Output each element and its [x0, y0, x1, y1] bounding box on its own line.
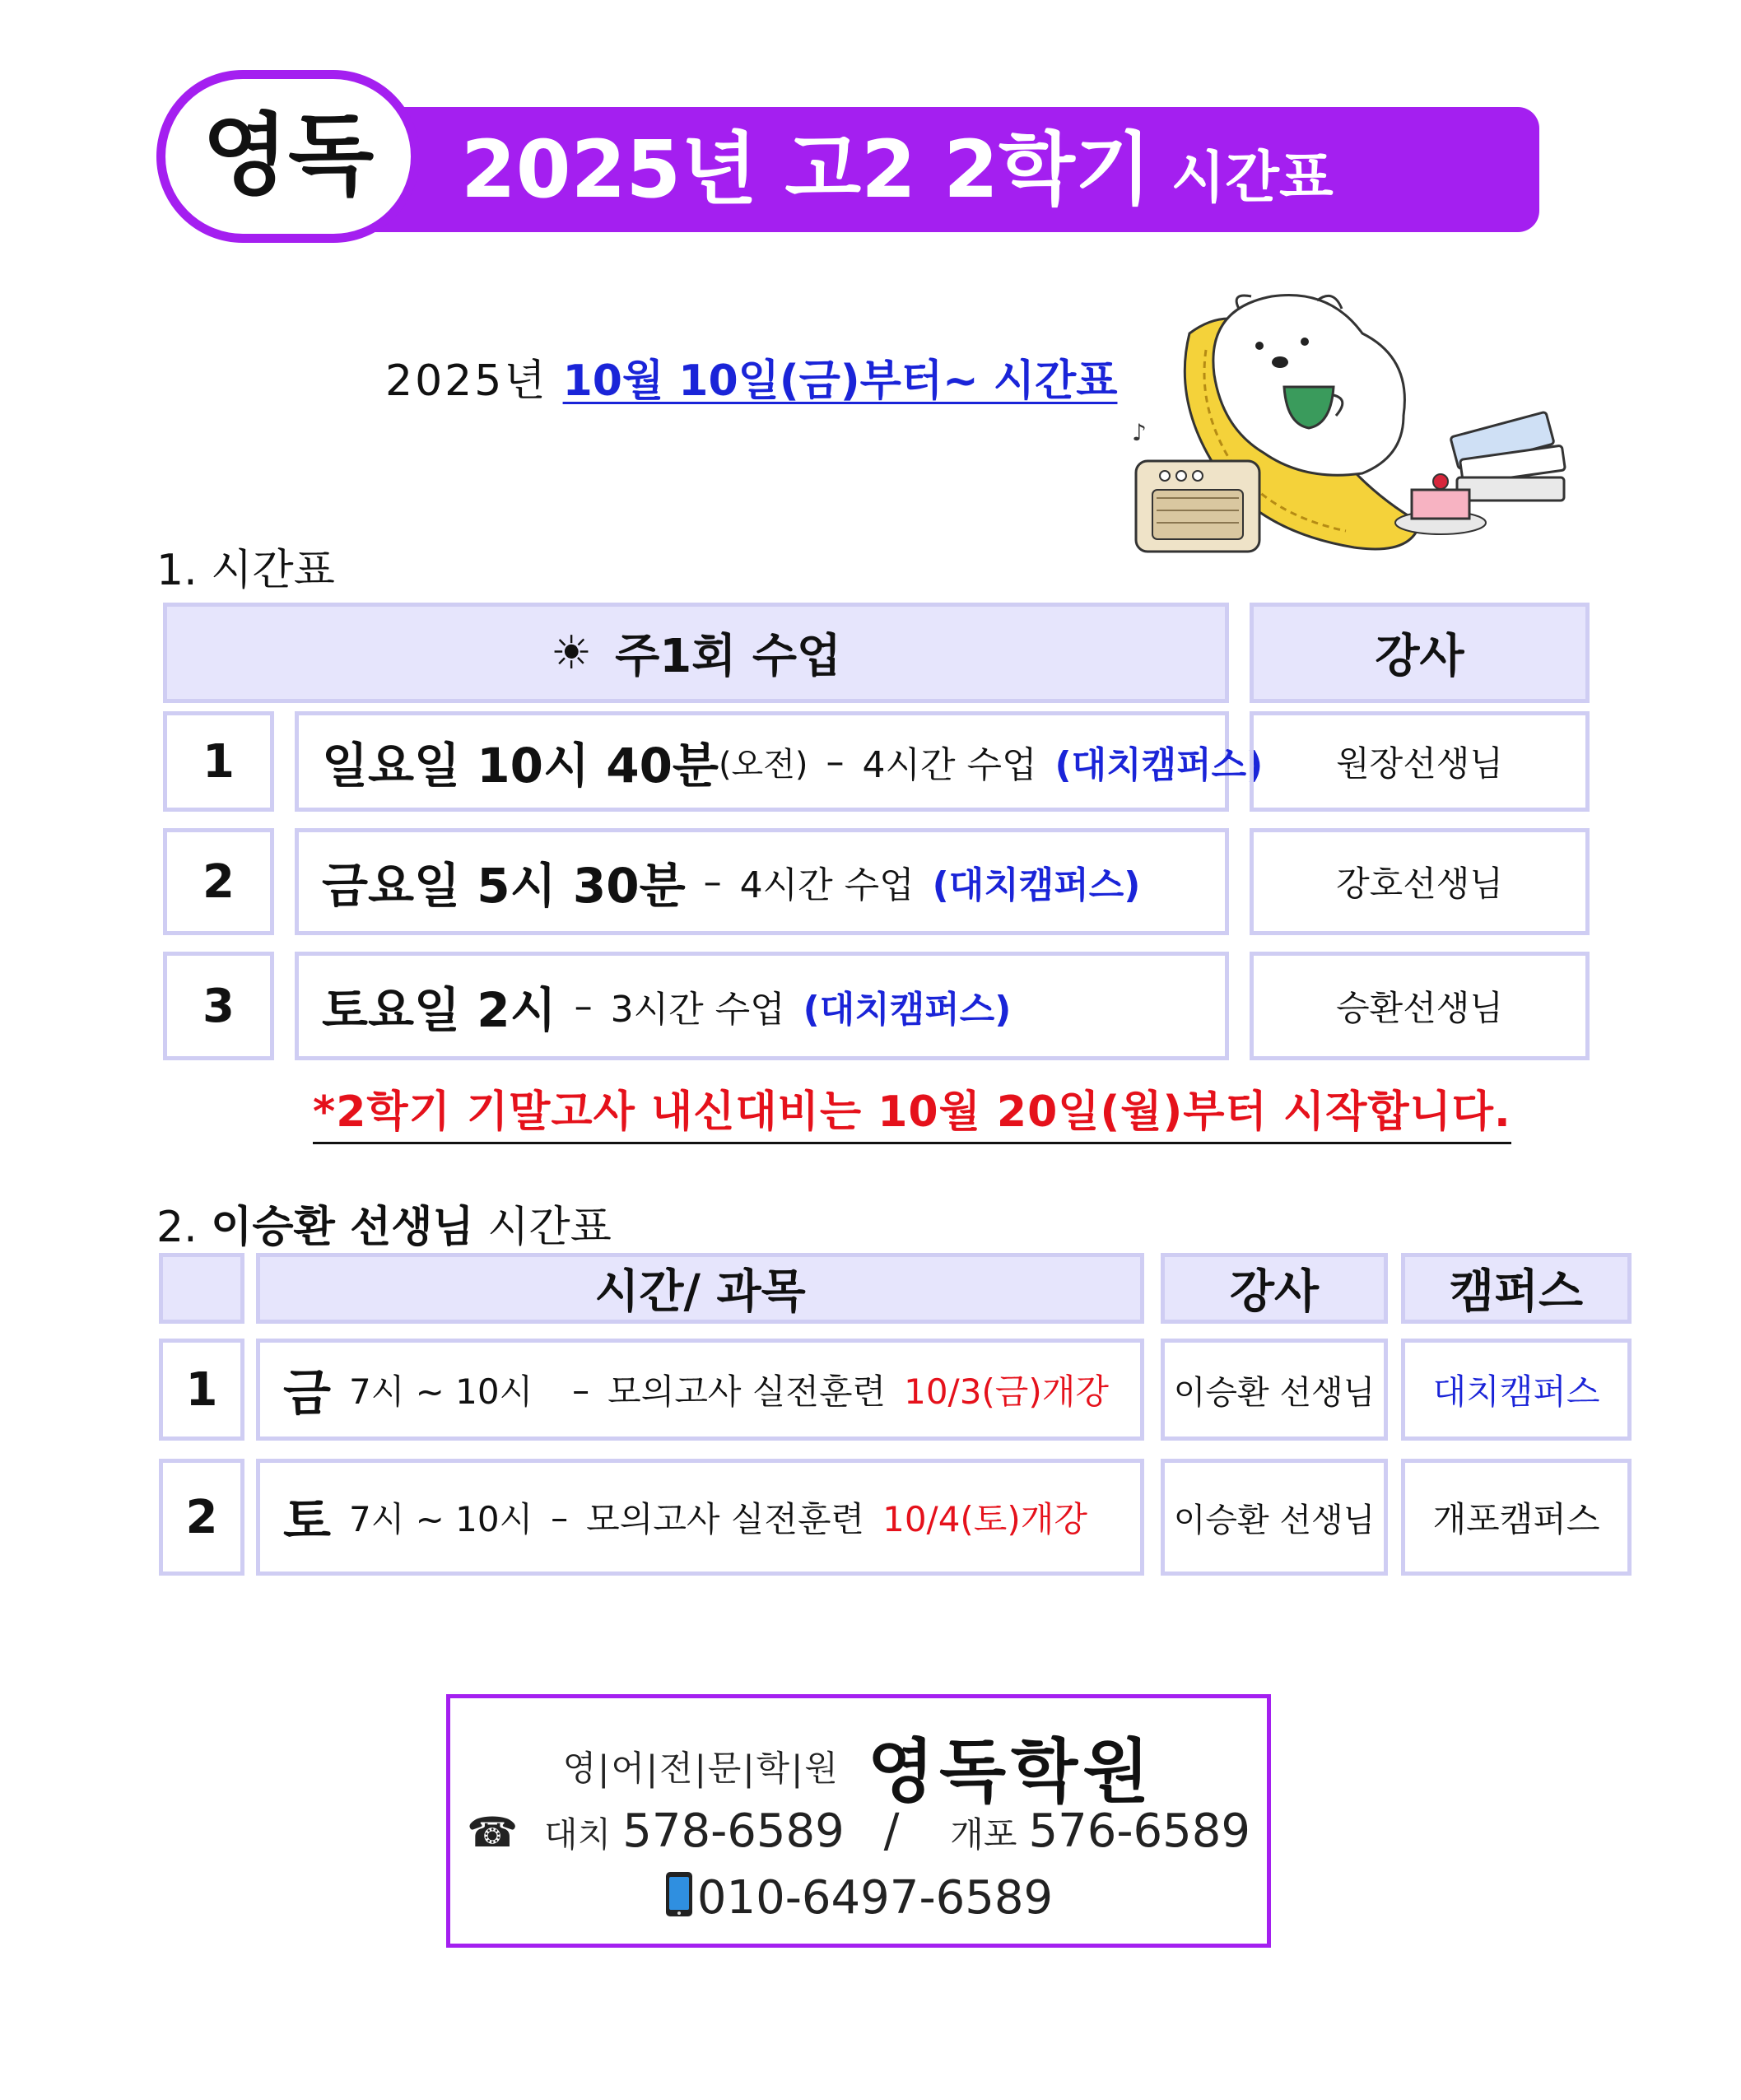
table-row-number [163, 711, 274, 812]
academy-name: 영독학원 [867, 1730, 1155, 1812]
class-subject: 모의고사 실전훈련 [586, 1499, 865, 1539]
section1-title [156, 535, 335, 597]
row-number: 1 [202, 734, 235, 789]
mobile-phone-icon [664, 1870, 694, 1918]
row-number: 2 [185, 1490, 218, 1544]
section2-number: 2. [156, 1203, 198, 1252]
schedule-campus: (대치캠퍼스) [803, 989, 1012, 1031]
row-number: 2 [202, 854, 235, 909]
teacher-name: 원장선생님 [1336, 743, 1503, 784]
mobile-line [446, 1870, 1271, 1925]
schedule-dash: – [826, 740, 845, 783]
schedule-campus: (대치캠퍼스) [932, 864, 1141, 906]
class-time: 7시 ~ 10시 [348, 1499, 533, 1539]
class-subject: 모의고사 실전훈련 [607, 1371, 887, 1412]
class-dash: – [551, 1497, 569, 1538]
header-label: 강사 [1229, 1265, 1320, 1319]
section2-title [156, 1192, 612, 1254]
header-label: 시간/ 과목 [594, 1265, 806, 1319]
class-time: 7시 ~ 10시 [348, 1371, 533, 1412]
svg-text:♪: ♪ [1132, 419, 1147, 446]
start-year: 2025년 [385, 356, 548, 406]
table-row-number [163, 828, 274, 935]
table-row-number [159, 1339, 244, 1441]
section1-header-teacher [1250, 603, 1590, 703]
table-row-campus [1401, 1459, 1632, 1576]
table-row-schedule [295, 952, 1229, 1060]
start-date-highlight: 10월 10일(금)부터~ 시간표 [562, 356, 1118, 406]
class-day: 금 [283, 1365, 331, 1423]
schedule-campus: (대치캠퍼스) [1054, 744, 1264, 786]
phone1-label: 대치 [544, 1814, 612, 1855]
table-row-number [163, 952, 274, 1060]
section2-header-blank [159, 1253, 244, 1324]
class-day: 토 [283, 1492, 331, 1550]
class-open-date: 10/4(토)개강 [882, 1499, 1087, 1539]
telephone-icon: ☎ [466, 1809, 519, 1856]
section1-header-teacher-label: 강사 [1375, 630, 1464, 683]
schedule-dash: – [574, 985, 593, 1027]
table-row-number [159, 1459, 244, 1576]
section1-number: 1. [156, 546, 198, 595]
page-title-suffix: 시간표 [1171, 146, 1334, 211]
section1-header-label: 주1회 수업 [615, 630, 842, 683]
exam-notice: *2학기 기말고사 내신대비는 10월 20일(월)부터 시작합니다. [313, 1077, 1511, 1144]
phone-separator: / [883, 1804, 900, 1858]
teacher-name: 이승환 선생님 [1173, 1501, 1376, 1539]
table-row-schedule [256, 1459, 1144, 1576]
section1-label: 시간표 [211, 546, 335, 595]
illustration-icon [1115, 276, 1593, 597]
table-row-teacher [1250, 828, 1590, 935]
section2-header-time-subject [256, 1253, 1144, 1324]
header-label: 캠퍼스 [1449, 1265, 1584, 1319]
schedule-duration: 4시간 수업 [862, 744, 1037, 786]
teacher-name: 승환선생님 [1336, 988, 1503, 1028]
table-row-teacher [1161, 1459, 1388, 1576]
schedule-time: 일요일 10시 40분 [322, 738, 719, 794]
schedule-duration: 3시간 수업 [610, 989, 785, 1031]
table-row-teacher [1250, 952, 1590, 1060]
mobile-number[interactable]: 010-6497-6589 [696, 1871, 1054, 1925]
schedule-note: (오전) [718, 745, 808, 784]
row-number: 1 [185, 1362, 218, 1417]
schedule-dash: – [703, 860, 722, 903]
books-icon [1450, 412, 1566, 501]
table-row-schedule [295, 828, 1229, 935]
section1-header-class [163, 603, 1229, 703]
phone2-label: 개포 [950, 1814, 1017, 1855]
academy-subtitle: 영|어|전|문|학|원 [562, 1748, 840, 1789]
schedule-time: 금요일 5시 30분 [322, 858, 686, 914]
schedule-duration: 4시간 수업 [739, 864, 915, 906]
page-title-main: 2025년 고2 2학기 [461, 123, 1152, 216]
table-row-campus [1401, 1339, 1632, 1441]
section2-teacher: 이승환 선생님 [211, 1203, 474, 1252]
class-open-date: 10/3(금)개강 [904, 1371, 1109, 1412]
section2-header-campus [1401, 1253, 1632, 1324]
table-row-teacher [1161, 1339, 1388, 1441]
brand-label: 영독 [202, 105, 375, 207]
campus-name: 대치캠퍼스 [1432, 1371, 1600, 1412]
teacher-name: 이승환 선생님 [1173, 1373, 1376, 1412]
schedule-time: 토요일 2시 [322, 982, 556, 1038]
section2-header-teacher [1161, 1253, 1388, 1324]
start-date-line [385, 346, 1117, 407]
campus-name: 개포캠퍼스 [1432, 1499, 1600, 1539]
table-row-schedule [295, 711, 1264, 812]
phone2-number[interactable]: 576-6589 [1028, 1804, 1251, 1858]
phone1-number[interactable]: 578-6589 [622, 1804, 845, 1858]
sun-icon: ☀ [550, 626, 593, 680]
page-title [461, 107, 1334, 232]
table-row-schedule [256, 1339, 1144, 1441]
section2-label: 시간표 [487, 1203, 612, 1252]
brand-badge [156, 70, 420, 243]
table-row-teacher [1250, 711, 1590, 812]
teacher-name: 강호선생님 [1336, 864, 1503, 904]
row-number: 3 [202, 979, 235, 1033]
phone-line [446, 1804, 1271, 1858]
class-dash: – [572, 1369, 590, 1410]
academy-name-line [446, 1716, 1271, 1816]
